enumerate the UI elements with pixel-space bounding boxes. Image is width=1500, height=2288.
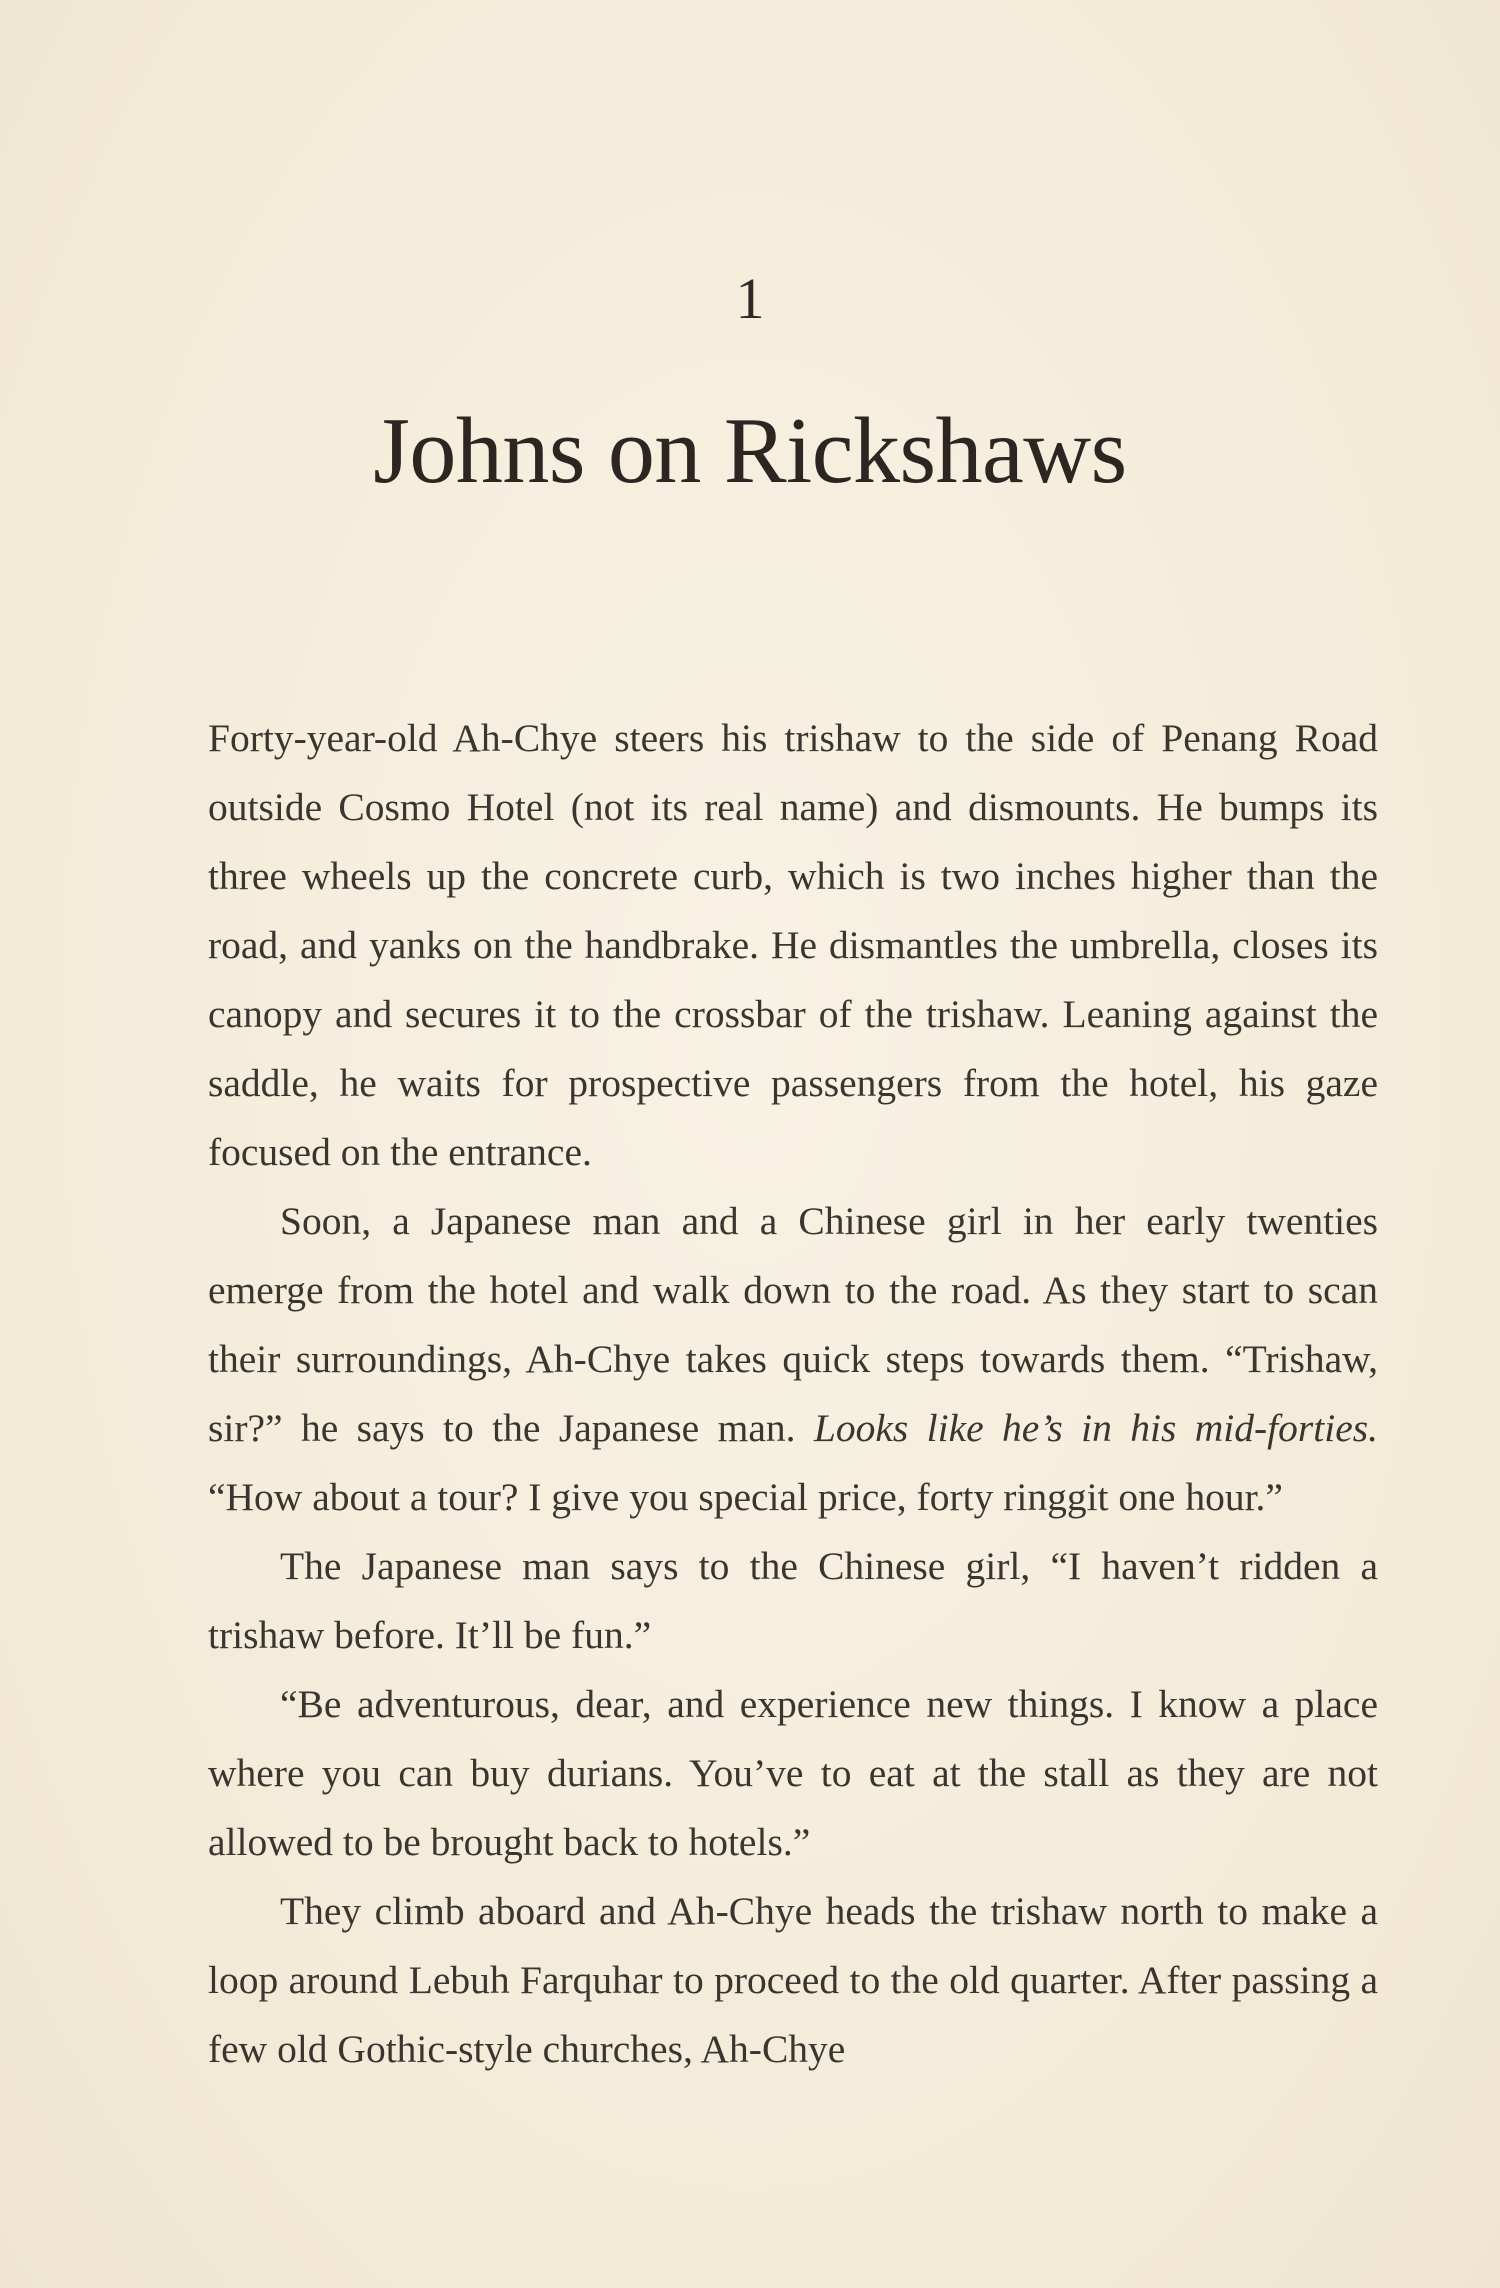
paragraph — [208, 1670, 1378, 1877]
paragraph-text: The Japanese man says to the Chinese girl, “I haven’t ridden a trishaw before. It’ll be fun.” — [208, 1544, 1378, 1657]
paragraph-text: “Be adventurous, dear, and experience new things. I know a place where you can buy durians. You’ve to eat at the stall as they are not allowed to be brought back to hotels.” — [208, 1682, 1378, 1864]
italic-text: Looks like he’s in his mid-forties. — [813, 1406, 1378, 1450]
paragraph-text: “How about a tour? I give you special price, forty ringgit one hour.” — [208, 1475, 1283, 1519]
paragraph-text: They climb aboard and Ah-Chye heads the trishaw north to make a loop around Lebuh Farquhar to proceed to the old quarter. After passing a few old Gothic-style churches, Ah-Chye — [208, 1889, 1378, 2071]
paragraph-text: Soon, a Japanese man and a Chinese girl in her early twenties emerge from the hotel and walk down to the road. As they start to scan their surroundings, Ah-Chye takes quick steps towards them. “Trishaw, sir?” he says to the Japanese man. — [208, 1199, 1378, 1450]
paragraph-text: Forty-year-old Ah-Chye steers his trishaw to the side of Penang Road outside Cosmo Hotel (not its real name) and dismounts. He bumps its three wheels up the concrete curb, which is two inches higher than the road, and yanks on the handbrake. He dismantles the umbrella, closes its canopy and secures it to the crossbar of the trishaw. Leaning against the saddle, he waits for prospective passengers from the hotel, his gaze focused on the entrance. — [208, 716, 1378, 1174]
chapter-body — [208, 704, 1378, 2084]
paragraph — [208, 704, 1378, 1187]
paragraph — [208, 1877, 1378, 2084]
chapter-number: 1 — [735, 266, 765, 331]
paragraph — [208, 1532, 1378, 1670]
chapter-title: Johns on Rickshaws — [373, 399, 1127, 503]
paragraph — [208, 1187, 1378, 1532]
